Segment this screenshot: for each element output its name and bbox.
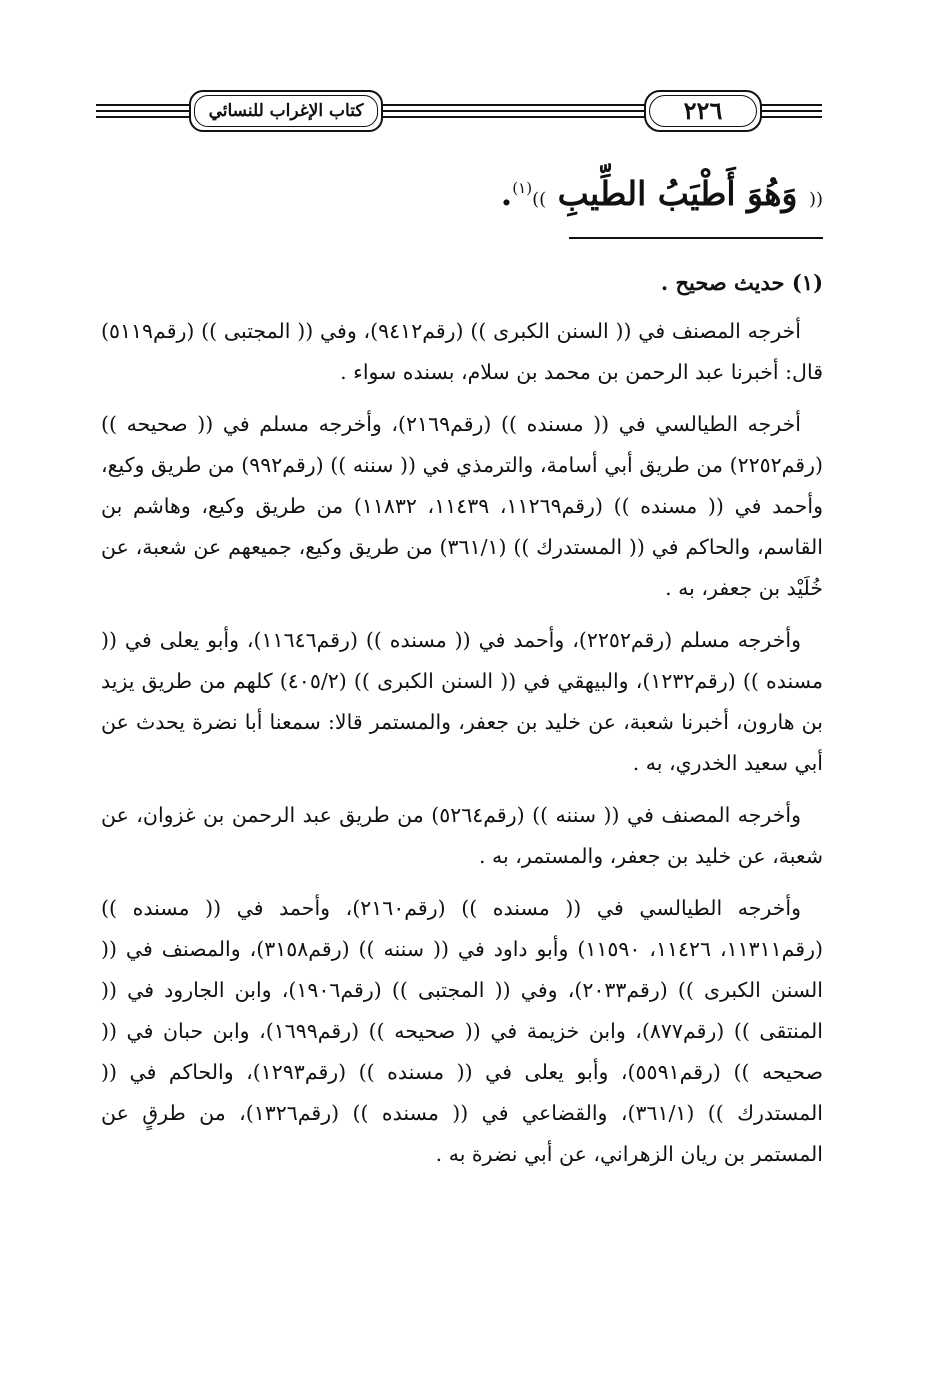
page-number: ٢٢٦ [683,96,723,125]
page-header [96,84,822,144]
footnote-section [101,262,823,1186]
footnote-paragraph: أخرجه الطيالسي في (( مسنده )) (رقم٢١٦٩)، وأخرجه مسلم في (( صحيحه )) (رقم٢٢٥٢) من طريق أبي أسامة، والترمذي في (( سننه )) (رقم٩٩٢) من طريق وكيع، وأحمد في (( مسنده )) (رقم١١٢٦٩، ١١٤٣٩، ١١٨٣٢) من طريق وكيع، وهاشم بن القاسم، والحاكم في (( المستدرك )) (٣٦١/١) من طريق وكيع، جميعهم عن شعبة، عن خُلَيْد بن جعفر، به . [101,412,824,600]
footnote-paragraph: وأخرجه مسلم (رقم٢٢٥٢)، وأحمد في (( مسنده )) (رقم١١٦٤٦)، وأبو يعلى في (( مسنده )) (رقم١٢٣٢)، والبيهقي في (( السنن الكبرى )) (٤٠٥/٢) كلهم من طريق يزيد بن هارون، أخبرنا شعبة، عن خليد بن جعفر، والمستمر قالا: سمعنا أبا نضرة يحدث عن أبي سعيد الخدري، به . [101,628,823,775]
book-title: كتاب الإغراب للنسائي [208,101,364,121]
hadith-text [223,158,823,230]
footnote-reference: (١) [512,179,533,197]
page-number-cartouche [644,90,762,132]
footnote-paragraph: أخرجه المصنف في (( السنن الكبرى )) (رقم٩٤١٢)، وفي (( المجتبى )) (رقم٥١١٩) قال: أخبرنا عبد الرحمن بن محمد بن سلام، بسنده سواء . [101,319,823,384]
footnote-divider [569,237,823,239]
hadith-main: وَهُوَ أَطْيَبُ الطِّيبِ [557,174,798,213]
close-quote: )) [532,189,547,210]
footnote-paragraph: وأخرجه المصنف في (( سننه )) (رقم٥٢٦٤) من طريق عبد الرحمن بن غزوان، عن شعبة، عن خليد بن جعفر، والمستمر، به . [101,803,823,868]
book-title-cartouche [189,90,383,132]
end-punctuation: . [500,174,513,213]
footnote-paragraph: وأخرجه الطيالسي في (( مسنده )) (رقم٢١٦٠)، وأحمد في (( مسنده )) (رقم١١٣١١، ١١٤٢٦، ١١٥٩٠) وأبو داود في (( سننه )) (رقم٣١٥٨)، والمصنف في (( السنن الكبرى )) (رقم٢٠٣٣)، وفي (( المجتبى )) (رقم١٩٠٦)، وابن الجارود في (( المنتقى )) (رقم٨٧٧)، وابن خزيمة في (( صحيحه )) (رقم١٦٩٩)، وابن حبان في (( صحيحه )) (رقم٥٥٩١)، وأبو يعلى في (( مسنده )) (رقم١٢٩٣)، والحاكم في (( المستدرك )) (٣٦١/١)، والقضاعي في (( مسنده )) (رقم١٣٢٦)، من طرقٍ عن المستمر بن ريان الزهراني، عن أبي نضرة به . [101,896,824,1166]
open-quote: (( [808,189,823,210]
footnote-heading: (١) حديث صحيح . [660,270,823,295]
